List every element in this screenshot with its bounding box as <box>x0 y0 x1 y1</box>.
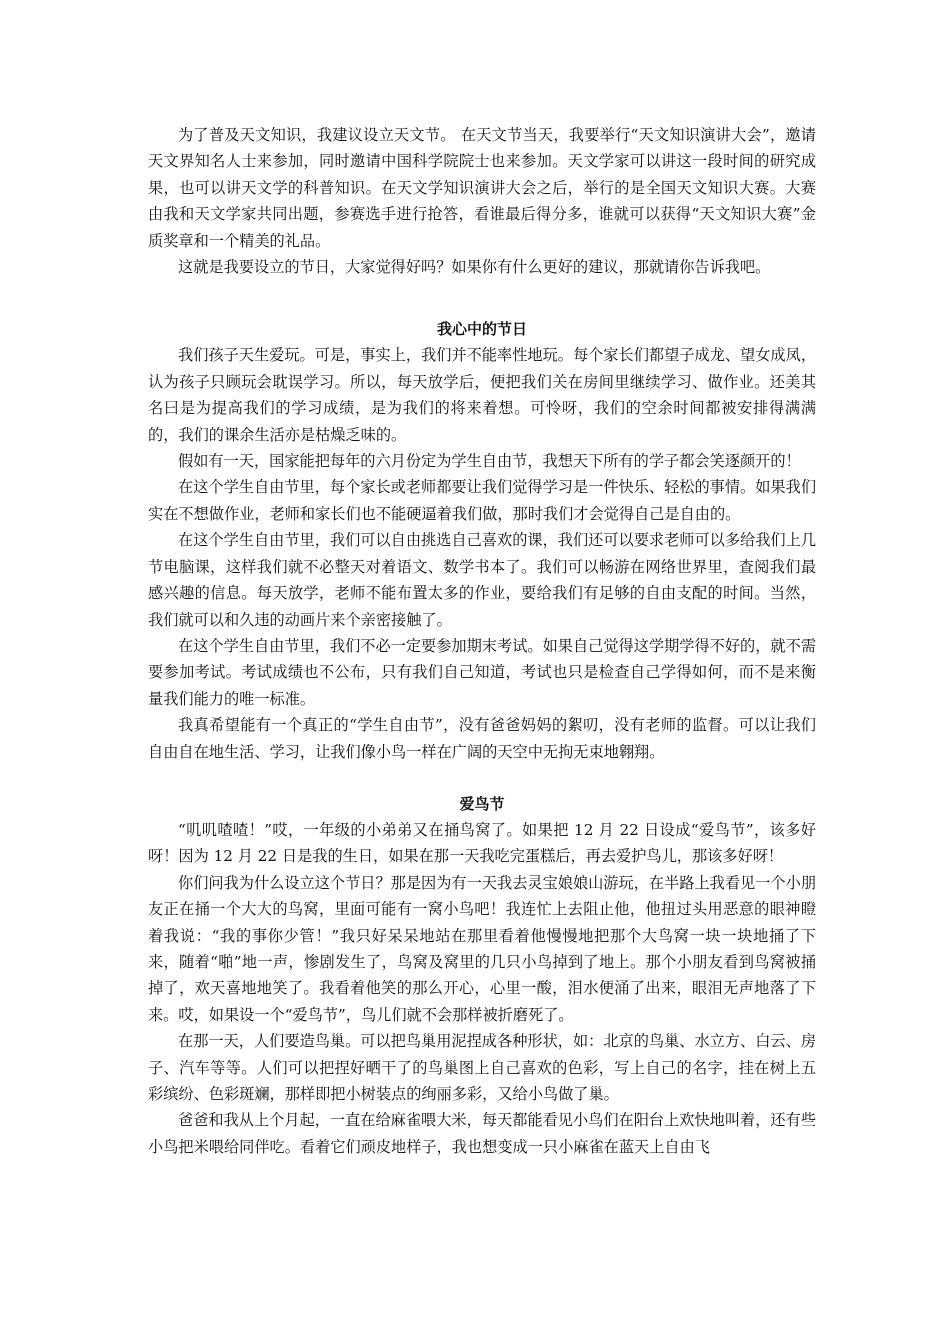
intro-paragraph-2: 这就是我要设立的节日，大家觉得好吗？如果你有什么更好的建议，那就请你告诉我吧。 <box>178 258 771 277</box>
essay-2-paragraph-2: 你们问我为什么设立这个节日？那是因为有一天我去灵宝娘娘山游玩，在半路上我看见一个小朋友正在捅一个大大的鸟窝，里面可能有一窝小鸟吧！我连忙上去阻止他，他扭过头用恶意的眼神瞪着我说：“我的事你少管！”我只好呆呆地站在那里看着他慢慢地把那个大鸟窝一块一块地捅了下来，随着“啪”地一声，惨剧发生了，鸟窝及窝里的几只小鸟掉到了地上。那个小朋友看到鸟窝被捅掉了，欢天喜地地笑了。我看着他笑的那么开心，心里一酸，泪水便涌了出来，眼泪无声地落了下来。哎，如果设一个“爱鸟节”，鸟儿们就不会那样被折磨死了。 <box>148 873 816 1024</box>
essay-1-paragraph-4: 在这个学生自由节里，我们可以自由挑选自己喜欢的课，我们还可以要求老师可以多给我们上几节电脑课，这样我们就不必整天对着语文、数学书本了。我们可以畅游在网络世界里，查阅我们最感兴趣的信息。每天放学，老师不能布置太多的作业，要给我们有足够的自由支配的时间。当然，我们就可以和久违的动画片来个亲密接触了。 <box>148 531 816 629</box>
intro-section <box>148 122 816 280</box>
essay-1-title: 我心中的节日 <box>436 320 527 339</box>
document-page <box>148 122 816 1160</box>
intro-paragraph-1: 为了普及天文知识，我建议设立天文节。 在天文节当天，我要举行“天文知识演讲大会”，邀请天文界知名人士来参加，同时邀请中国科学院院士也来参加。天文学家可以讲这一段时间的研究成果，也可以讲天文学的科普知识。在天文学知识演讲大会之后，举行的是全国天文知识大赛。大赛由我和天文学家共同出题，参赛选手进行抢答，看谁最后得分多，谁就可以获得“天文知识大赛”金质奖章和一个精美的礼品。 <box>148 126 816 250</box>
essay-1-paragraph-3: 在这个学生自由节里，每个家长或老师都要让我们觉得学习是一件快乐、轻松的事情。如果我们实在不想做作业，老师和家长们也不能硬逼着我们做，那时我们才会觉得自己是自由的。 <box>148 478 816 523</box>
essay-2-paragraph-4: 爸爸和我从上个月起，一直在给麻雀喂大米，每天都能看见小鸟们在阳台上欢快地叫着，还有些小鸟把米喂给同伴吃。看着它们顽皮地样子，我也想变成一只小麻雀在蓝天上自由飞 <box>148 1111 816 1156</box>
essay-1-paragraph-2: 假如有一天，国家能把每年的六月份定为学生自由节，我想天下所有的学子都会笑逐颜开的！ <box>178 452 801 471</box>
essay-1-paragraph-6: 我真希望能有一个真正的“学生自由节”，没有爸爸妈妈的絮叨，没有老师的监督。可以让我们自由自在地生活、学习，让我们像小鸟一样在广阔的天空中无拘无束地翱翔。 <box>148 716 816 761</box>
section-spacer <box>148 280 816 316</box>
essay-2-paragraph-1: “叽叽喳喳！”哎，一年级的小弟弟又在捅鸟窝了。如果把 12 月 22 日设成“爱鸟节”，该多好呀！因为 12 月 22 日是我的生日，如果在那一天我吃完蛋糕后，再去爱护鸟儿，那该多好呀！ <box>148 820 816 866</box>
essay-2-section <box>148 791 816 1160</box>
essay-1-section <box>148 316 816 765</box>
essay-1-paragraph-5: 在这个学生自由节里，我们不必一定要参加期末考试。如果自己觉得这学期学得不好的，就不需要参加考试。考试成绩也不公布，只有我们自己知道，考试也只是检查自己学得如何，而不是来衡量我们能力的唯一标准。 <box>148 636 816 708</box>
essay-2-title: 爱鸟节 <box>459 794 505 813</box>
essay-2-paragraph-3: 在那一天，人们要造鸟巢。可以把鸟巢用泥捏成各种形状，如：北京的鸟巢、水立方、白云、房子、汽车等等。人们可以把捏好晒干了的鸟巢图上自己喜欢的色彩，写上自己的名字，挂在树上五彩缤纷、色彩斑斓，那样即把小树装点的绚丽多彩，又给小鸟做了巢。 <box>148 1032 816 1103</box>
section-spacer <box>148 765 816 791</box>
essay-1-paragraph-1: 我们孩子天生爱玩。可是，事实上，我们并不能率性地玩。每个家长们都望子成龙、望女成凤，认为孩子只顾玩会耽误学习。所以，每天放学后，便把我们关在房间里继续学习、做作业。还美其名曰是为提高我们的学习成绩，是为我们的将来着想。可怜呀，我们的空余时间都被安排得满满的，我们的课余生活亦是枯燥乏味的。 <box>148 346 816 444</box>
